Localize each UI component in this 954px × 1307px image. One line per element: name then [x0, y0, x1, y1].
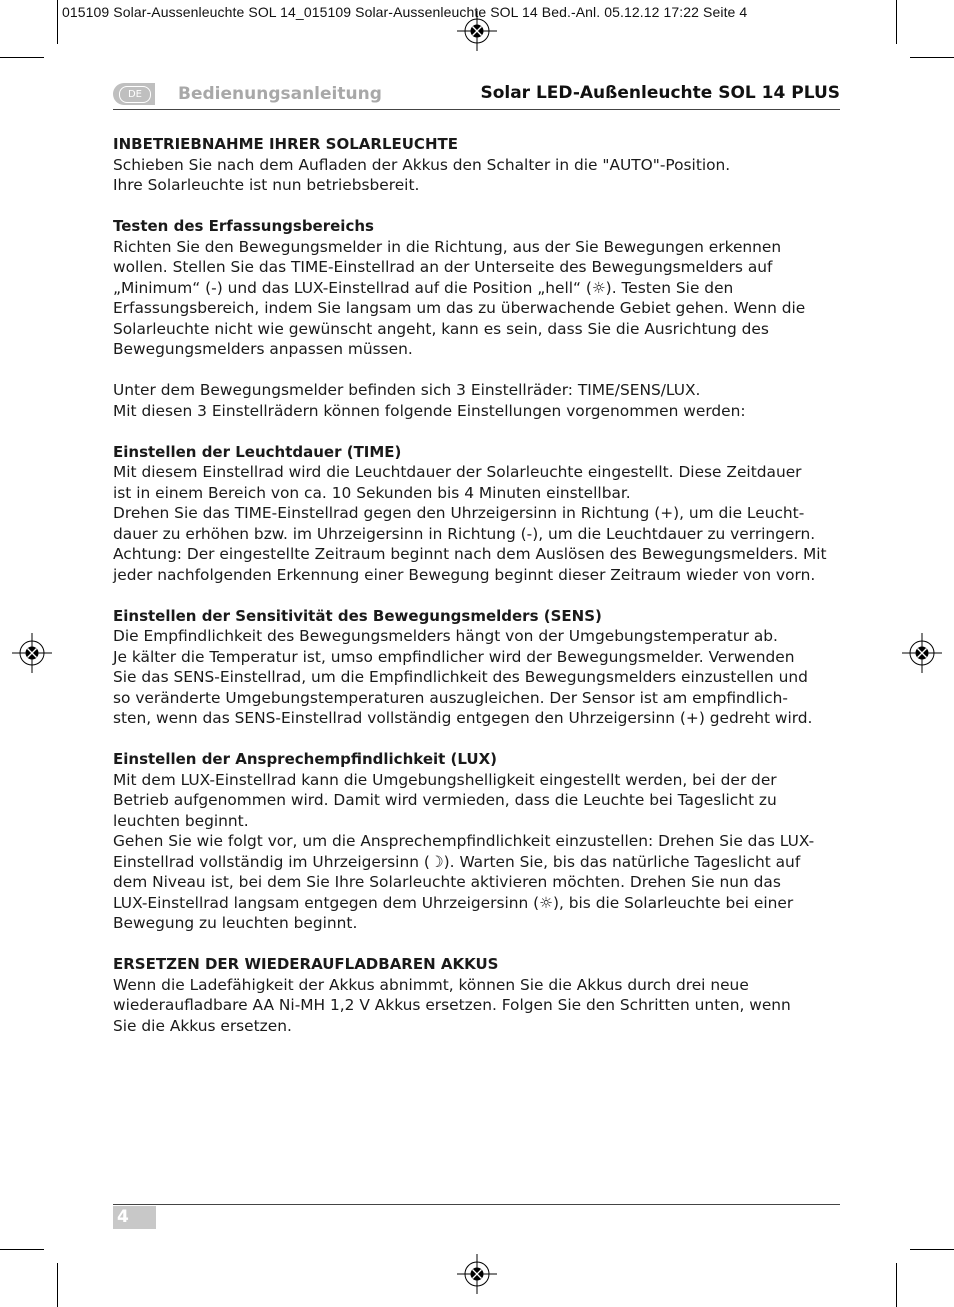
crop-mark-top-right-v	[896, 0, 897, 44]
section-lux	[113, 749, 840, 934]
text-line: Die Empfindlichkeit des Bewegungsmelders hängt von der Umgebungstemperatur ab.	[113, 627, 778, 645]
text-line: Gehen Sie wie folgt vor, um die Ansprechempfindlichkeit einzustellen: Drehen Sie das LUX-	[113, 832, 815, 850]
text-line: „Minimum“ (-) und das LUX-Einstellrad auf die Position „hell“ (☼). Testen Sie den	[113, 278, 734, 297]
section-heading: Einstellen der Sensitivität des Bewegungsmelders (SENS)	[113, 606, 602, 625]
text-line: Bewegung zu leuchten beginnt.	[113, 914, 358, 932]
footer-rule	[113, 1204, 840, 1205]
crop-mark-top-right-h	[910, 57, 954, 58]
crop-mark-top-left-v	[57, 0, 58, 44]
text-line: Mit diesen 3 Einstellrädern können folgende Einstellungen vorgenommen werden:	[113, 401, 746, 420]
section-adjustment-wheels	[113, 380, 840, 421]
text-line: so veränderte Umgebungstemperaturen auszugleichen. Der Sensor ist am empfindlich-	[113, 688, 788, 707]
section-heading: ERSETZEN DER WIEDERAUFLADBAREN AKKUS	[113, 955, 499, 973]
text-line: Erfassungsbereich, indem Sie langsam um das zu überwachende Gebiet gehen. Wenn die	[113, 299, 806, 317]
crop-mark-top-left-h	[0, 57, 44, 58]
text-line: wiederaufladbare AA Ni-MH 1,2 V Akkus ersetzen. Folgen Sie den Schritten unten, wenn	[113, 996, 791, 1014]
registration-mark-left-icon	[12, 633, 52, 673]
print-slug: 015109 Solar-Aussenleuchte SOL 14_015109 Solar-Aussenleuchte SOL 14 Bed.-Anl. 05.12.12 17:22 Seite 4	[62, 4, 748, 20]
registration-mark-bottom-icon	[457, 1254, 497, 1294]
text-line: Drehen Sie das TIME-Einstellrad gegen den Uhrzeigersinn in Richtung (+), um die Leucht-	[113, 504, 805, 522]
text-line: leuchten beginnt.	[113, 811, 249, 830]
text-line: ist in einem Bereich von ca. 10 Sekunden bis 4 Minuten einstellbar.	[113, 483, 631, 502]
text-line: Betrieb aufgenommen wird. Damit wird vermieden, dass die Leuchte bei Tageslicht zu	[113, 791, 777, 809]
crop-mark-bottom-left-v	[57, 1263, 58, 1307]
registration-mark-top-icon	[457, 11, 497, 51]
section-detection-range	[113, 216, 840, 360]
page-header	[113, 82, 840, 110]
text-line: LUX-Einstellrad langsam entgegen dem Uhrzeigersinn (☼), bis die Solarleuchte bei einer	[113, 893, 794, 912]
section-battery-replacement	[113, 954, 840, 1036]
text-line: Je kälter die Temperatur ist, umso empfindlicher wird der Bewegungsmelder. Verwenden	[113, 647, 795, 666]
text-line: wollen. Stellen Sie das TIME-Einstellrad an der Unterseite des Bewegungsmelders auf	[113, 258, 773, 276]
page-number: 4	[113, 1206, 156, 1229]
section-heading: INBETRIEBNAHME IHRER SOLARLEUCHTE	[113, 135, 458, 153]
section-heading: Einstellen der Leuchtdauer (TIME)	[113, 442, 402, 461]
text-line: Sie das SENS-Einstellrad, um die Empfindlichkeit des Bewegungsmelders einzustellen und	[113, 668, 808, 686]
text-line: Mit dem LUX-Einstellrad kann die Umgebungshelligkeit eingestellt werden, bei der der	[113, 770, 777, 789]
section-time	[113, 442, 840, 586]
text-line: dem Niveau ist, bei dem Sie Ihre Solarleuchte aktivieren möchten. Drehen Sie nun das	[113, 873, 781, 891]
crop-mark-bottom-right-v	[896, 1263, 897, 1307]
text-line: dauer zu erhöhen bzw. im Uhrzeigersinn in Richtung (-), um die Leuchtdauer zu verringern.	[113, 524, 816, 543]
text-line: Solarleuchte nicht wie gewünscht angeht, kann es sein, dass Sie die Ausrichtung des	[113, 319, 769, 338]
text-line: Einstellrad vollständig im Uhrzeigersinn (☽). Warten Sie, bis das natürliche Tageslicht auf	[113, 852, 801, 871]
text-line: Ihre Solarleuchte ist nun betriebsbereit.	[113, 176, 420, 194]
text-line: Sie die Akkus ersetzen.	[113, 1016, 292, 1035]
text-line: Schieben Sie nach dem Aufladen der Akkus den Schalter in die "AUTO"-Position.	[113, 155, 731, 174]
text-line: Unter dem Bewegungsmelder befinden sich 3 Einstellräder: TIME/SENS/LUX.	[113, 381, 701, 399]
crop-mark-bottom-left-h	[0, 1249, 44, 1250]
section-sens	[113, 606, 840, 729]
crop-mark-bottom-right-h	[910, 1249, 954, 1250]
text-line: Richten Sie den Bewegungsmelder in die Richtung, aus der Sie Bewegungen erkennen	[113, 237, 782, 256]
registration-mark-right-icon	[902, 633, 942, 673]
text-line: jeder nachfolgenden Erkennung einer Bewegung beginnt dieser Zeitraum wieder von vorn.	[113, 565, 816, 584]
language-badge	[113, 83, 155, 105]
text-line: Mit diesem Einstellrad wird die Leuchtdauer der Solarleuchte eingestellt. Diese Zeitdauer	[113, 463, 802, 481]
language-code: DE	[119, 86, 151, 103]
text-line: Achtung: Der eingestellte Zeitraum beginnt nach dem Auslösen des Bewegungsmelders. Mit	[113, 545, 827, 563]
text-line: sten, wenn das SENS-Einstellrad vollständig entgegen den Uhrzeigersinn (+) gedreht wird.	[113, 709, 813, 727]
text-line: Bewegungsmelders anpassen müssen.	[113, 340, 413, 358]
section-heading: Einstellen der Ansprechempfindlichkeit (LUX)	[113, 750, 498, 768]
product-title: Solar LED-Außenleuchte SOL 14 PLUS	[480, 83, 840, 103]
section-label: Bedienungsanleitung	[178, 84, 382, 104]
page-content	[113, 134, 840, 1036]
section-commissioning	[113, 134, 840, 196]
section-heading: Testen des Erfassungsbereichs	[113, 217, 374, 235]
text-line: Wenn die Ladefähigkeit der Akkus abnimmt, können Sie die Akkus durch drei neue	[113, 975, 749, 994]
